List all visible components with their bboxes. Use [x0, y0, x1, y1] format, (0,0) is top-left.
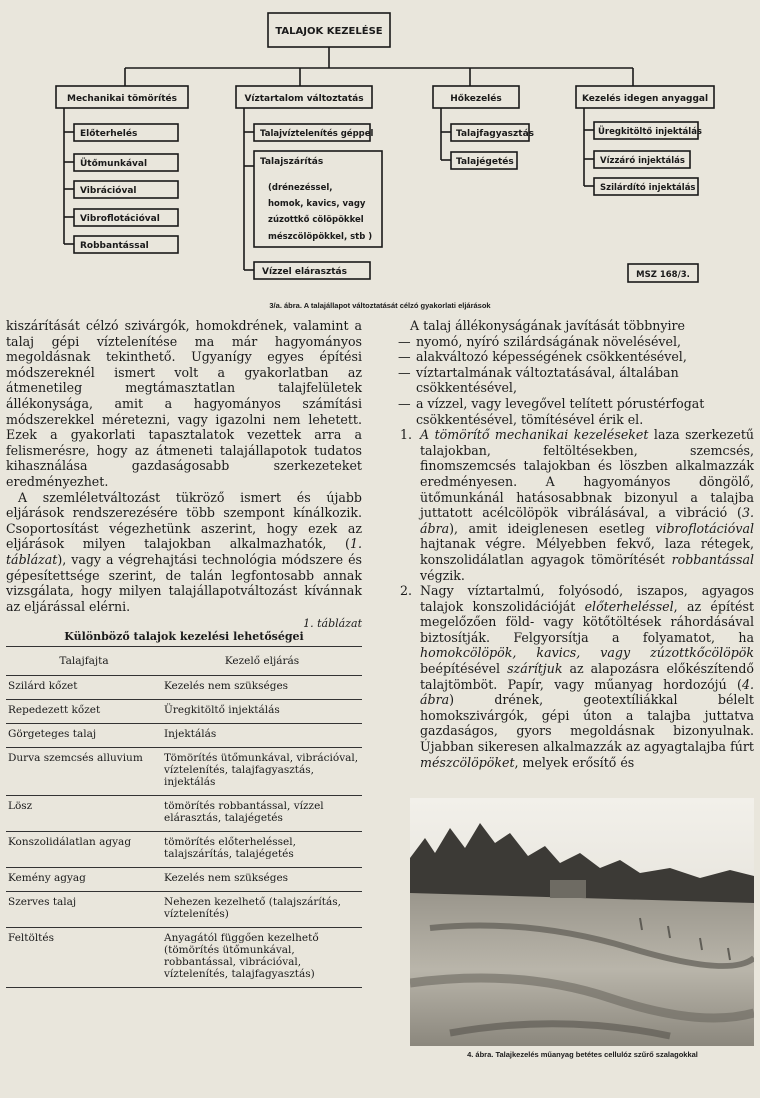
table-row: Durva szemcsés alluvium Tömörítés ütőmunkával, vibrációval, víztelenítés, talajfagyasztás, injektálás [6, 748, 362, 796]
dash-item: — víztartalmának változtatásával, általában csökkentésével, [398, 364, 679, 396]
diagram-item: (drénezéssel, [268, 183, 333, 193]
paragraph: A szemléletváltozást tükröző ismert és újabb eljárások rendszerezésére több szempont kínálkozik. Csoportosítást végezhetünk aszerint, hogy ezek az eljárások milyen talajokban alkalmazhatók, (1. táblázat), vagy a végrehajtási technológia módszere és gépesítettsége szerint, de talán legfontosabb annak vizsgálata, hogy milyen talajállapotváltozást kívánnak az eljárással elérni. [6, 489, 362, 614]
diagram-item: Vibroflotációval [80, 214, 160, 224]
diagram-item: Üregkitöltő injektálás [598, 127, 702, 137]
diagram-item: Vízzel elárasztás [262, 267, 347, 277]
figure-3-caption: 3/a. ábra. A talajállapot változtatását célzó gyakorlati eljárások [269, 301, 491, 310]
treatment-diagram [0, 0, 760, 300]
dash-item: — alakváltozó képességének csökkentésével, [398, 349, 687, 365]
paragraph: A talaj állékonyságának javítását többnyire [410, 318, 686, 333]
table-header: Kezelő eljárás [162, 647, 362, 676]
table-row: Konszolidálatlan agyag tömörítés előterheléssel, talajszárítás, talajégetés [6, 832, 362, 868]
paragraph: kiszárítását célzó szivárgók, homokdrének, valamint a talaj gépi víztelenítése ma már hagyományos megoldásnak tekinthető. Ugyanígy egyes építési módszereknél ismert volt a gyakorlatban az átmenetileg megtámasztatlan talajfelületek állékonysága, amit a hagyományos számítási módszerekkel méretezni, vagy igazolni nem lehetett. Ezek a gyakorlati tapasztalatok vezettek arra a felismerésre, hogy az átmeneti talajállapotok tudatos kihasználása gazdaságosabb szerkezeteket eredményezhet. [6, 318, 362, 489]
diagram-item: homok, kavics, vagy [268, 199, 366, 209]
standard-code: MSZ 168/3. [636, 270, 690, 280]
numbered-item: 1. A tömörítő mechanikai kezeléseket laza szerkezetű talajokban, feltöltésekben, szemcsés, finomszemcsés talajokban és löszben alkalmazzák eredményesen. A hagyományos döngölő, ütőmunkánál hatásosabbnak bizonyul a talajba juttatott acélcölöpök vibrálásával, a vibráció (3. ábra), amit ideiglenesen esetleg vibroflotációval hajtanak végre. Mélyebben fekvő, laza rétegek, konszolidálatlan agyagok tömörítését robbantással végzik. [400, 427, 754, 583]
table-title: Különböző talajok kezelési lehetőségei [64, 630, 304, 644]
table-row: Feltöltés Anyagától függően kezelhető (tömörítés ütőmunkával, robbantással, vibrációval, víztelenítés, talajfagyasztás) [6, 928, 362, 988]
dash-item: — nyomó, nyíró szilárdságának növelésével, [398, 333, 681, 349]
branch-heat-title: Hőkezelés [450, 94, 502, 104]
site-photo [410, 798, 754, 1046]
diagram-item: Talajégetés [456, 157, 514, 167]
branch-mechanical-title: Mechanikai tömörítés [67, 94, 177, 104]
table-row: Szerves talaj Nehezen kezelhető (talajszárítás, víztelenítés) [6, 892, 362, 928]
diagram-item: Előterhelés [80, 129, 138, 139]
diagram-item: Vibrációval [80, 186, 137, 196]
table-header: Talajfajta [6, 647, 162, 676]
dash-item: — a vízzel, vagy levegővel telített pórustérfogat csökkentésével, tömítésével érik el. [398, 395, 705, 427]
table-row: Görgeteges talaj Injektálás [6, 724, 362, 748]
diagram-item: zúzottkő cölöpökkel [268, 215, 364, 225]
branch-foreign-title: Kezelés idegen anyaggal [581, 94, 709, 104]
table-row: Kemény agyag Kezelés nem szükséges [6, 868, 362, 892]
table-row: Repedezett kőzet Üregkitöltő injektálás [6, 700, 362, 724]
right-column [398, 318, 754, 770]
diagram-root: TALAJOK KEZELÉSE [275, 26, 383, 37]
diagram-item: Talajszárítás [260, 157, 324, 167]
numbered-item: 2. Nagy víztartalmú, folyósodó, iszapos, agyagos talajok konszolidációját előterheléssel, az építést megelőzően föld- vagy kötőtöltések ráhordásával biztosítják. Felgyorsítja a folyamatot, ha homokcölöpök, kavics, vagy zúzottkőcölöpök beépítésével szárítjuk az alapozásra előkészítendő talajtömböt. Papír, vagy műanyag hordozójú (4. ábra) drének, geotextíliákkal bélelt homokszivárgók, gépi úton a talajba juttatva gazdaságos, gyors megoldásnak bizonyulnak. Újabban sikeresen alkalmazzák az agyagtalajba fúrt mészcölöpöket, melyek erősítő és [400, 583, 755, 770]
diagram-item: Vízzáró injektálás [600, 156, 685, 166]
diagram-item: Talajfagyasztás [456, 129, 534, 139]
left-column [6, 318, 362, 988]
table-label: 1. táblázat [303, 617, 362, 631]
branch-water-title: Víztartalom változtatás [244, 94, 364, 104]
diagram-item: Robbantással [80, 241, 149, 251]
diagram-item: Szilárdító injektálás [600, 183, 696, 193]
figure-4-caption: 4. ábra. Talajkezelés műanyag betétes cellulóz szűrő szalagokkal [467, 1050, 698, 1059]
table-row: Lösz tömörítés robbantással, vízzel elárasztás, talajégetés [6, 796, 362, 832]
soil-treatment-table [6, 646, 362, 988]
diagram-item: Talajvíztelenítés géppel [260, 129, 374, 139]
diagram-item: mészcölöpökkel, stb ) [268, 232, 373, 242]
diagram-item: Ütőmunkával [80, 159, 148, 169]
table-row: Szilárd kőzet Kezelés nem szükséges [6, 676, 362, 700]
